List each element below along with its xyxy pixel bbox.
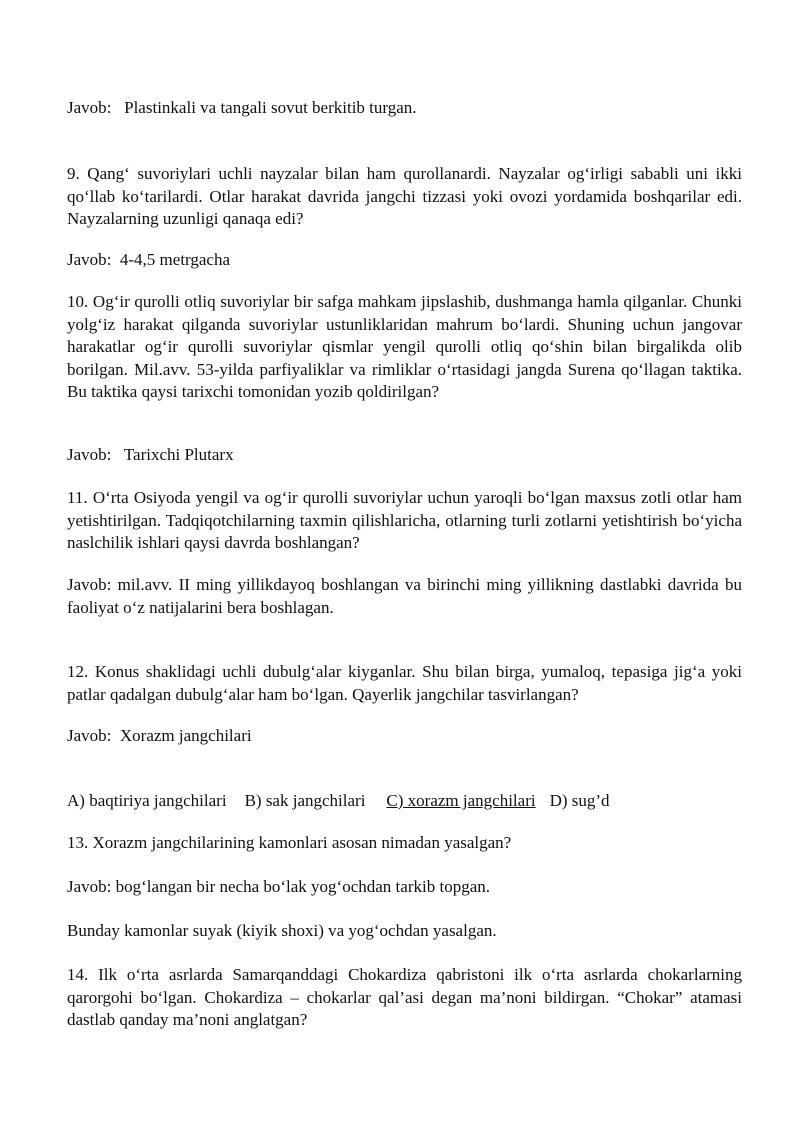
question-11: 11. O‘rta Osiyoda yengil va og‘ir qurolli suvoriylar uchun yaroqli bo‘lgan maxsus zotli otlar ham yetishtirilgan. Tadqiqotchilarning taxmin qilishlaricha, otlarning turli zotlarni yetishtirish bo‘yicha naslchilik ishlari qaysi davrda boshlangan? bbox=[67, 488, 742, 553]
answer-9: Javob: 4-4,5 metrgacha bbox=[67, 250, 231, 269]
question-13: 13. Xorazm jangchilarining kamonlari asosan nimadan yasalgan? bbox=[67, 833, 512, 852]
answer-options bbox=[67, 789, 610, 813]
question-10: 10. Og‘ir qurolli otliq suvoriylar bir safga mahkam jipslashib, dushmanga hamla qilganlar. Chunki yolg‘iz harakat qilganda suvoriylar ustunliklaridan mahrum bo‘lardi. Shuning uchun jangovar harakatlar og‘ir qurolli suvoriylar qismlar yengil qurolli otliq qo‘shin bilan birgalikda olib borilgan. Mil.avv. 53-yilda parfiyaliklar va rimliklar o‘rtasidagi jangda Surena qo‘llagan taktika. Bu taktika qaysi tarixchi tomonidan yozib qoldirilgan? bbox=[67, 292, 742, 402]
answer-11: Javob: mil.avv. II ming yillikdayoq boshlangan va birinchi ming yillikning dastlabki davrida bu faoliyat o‘z natijalarini bera boshlagan. bbox=[67, 575, 742, 617]
option-d: D) sug’d bbox=[549, 791, 610, 810]
question-14: 14. Ilk o‘rta asrlarda Samarqanddagi Chokardiza qabristoni ilk o‘rta asrlarda chokarlarning qarorgohi bo‘lgan. Chokardiza – chokarlar qal’asi degan ma’noni bildirgan. “Chokar” atamasi dastlab qanday ma’noni anglatgan? bbox=[67, 965, 742, 1030]
answer-10: Javob: Tarixchi Plutarx bbox=[67, 445, 234, 464]
option-a: A) baqtiriya jangchilari bbox=[67, 791, 227, 810]
option-c-correct: C) xorazm jangchilari bbox=[386, 791, 536, 810]
answer-12: Javob: Xorazm jangchilari bbox=[67, 726, 252, 745]
question-9: 9. Qang‘ suvoriylari uchli nayzalar bilan ham qurollanardi. Nayzalar og‘irligi sababli uni ikki qo‘llab ko‘tarilardi. Otlar harakat davrida jangchi tizzasi yoki ovozi yordamida boshqarilar edi. Nayzalarning uzunligi qanaqa edi? bbox=[67, 164, 742, 229]
note-13: Bunday kamonlar suyak (kiyik shoxi) va yog‘ochdan yasalgan. bbox=[67, 921, 497, 940]
answer-13: Javob: bog‘langan bir necha bo‘lak yog‘ochdan tarkib topgan. bbox=[67, 877, 490, 896]
question-12: 12. Konus shaklidagi uchli dubulg‘alar kiyganlar. Shu bilan birga, yumaloq, tepasiga jig‘a yoki patlar qadalgan dubulg‘alar ham bo‘lgan. Qayerlik jangchilar tasvirlangan? bbox=[67, 662, 742, 704]
option-b: B) sak jangchilari bbox=[244, 791, 366, 810]
answer-8: Javob: Plastinkali va tangali sovut berkitib turgan. bbox=[67, 98, 417, 117]
